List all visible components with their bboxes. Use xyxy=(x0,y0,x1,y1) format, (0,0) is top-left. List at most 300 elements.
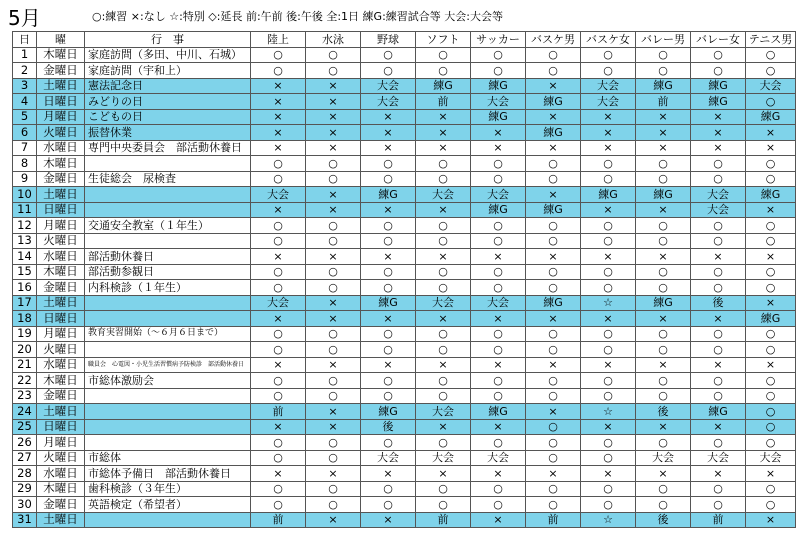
day-cell: 28 xyxy=(13,466,37,482)
status-cell: ○ xyxy=(691,156,746,172)
status-cell: × xyxy=(251,419,306,435)
table-row xyxy=(13,311,796,327)
status-cell: ○ xyxy=(471,156,526,172)
status-cell: ○ xyxy=(361,233,416,249)
status-cell: 大会 xyxy=(416,450,471,466)
column-header: 陸上 xyxy=(251,32,306,48)
status-cell: ○ xyxy=(526,342,581,358)
status-cell: ○ xyxy=(251,218,306,234)
status-cell: ○ xyxy=(471,280,526,296)
table-row xyxy=(13,388,796,404)
status-cell: ○ xyxy=(691,481,746,497)
status-cell: ○ xyxy=(361,388,416,404)
status-cell: 練G xyxy=(471,78,526,94)
status-cell: × xyxy=(746,202,796,218)
status-cell: ○ xyxy=(526,156,581,172)
status-cell: 大会 xyxy=(581,78,636,94)
status-cell: × xyxy=(251,357,306,373)
status-cell: × xyxy=(251,466,306,482)
status-cell: ○ xyxy=(471,264,526,280)
status-cell: ○ xyxy=(691,435,746,451)
status-cell: ○ xyxy=(746,156,796,172)
weekday-cell: 金曜日 xyxy=(37,280,85,296)
status-cell: ○ xyxy=(746,435,796,451)
status-cell: ○ xyxy=(526,373,581,389)
status-cell: ○ xyxy=(526,233,581,249)
weekday-cell: 月曜日 xyxy=(37,109,85,125)
status-cell: ○ xyxy=(746,218,796,234)
status-cell: × xyxy=(306,419,361,435)
weekday-cell: 水曜日 xyxy=(37,140,85,156)
status-cell: × xyxy=(691,419,746,435)
status-cell: × xyxy=(471,466,526,482)
status-cell: ○ xyxy=(691,280,746,296)
event-cell xyxy=(85,311,251,327)
status-cell: 大会 xyxy=(746,78,796,94)
status-cell: ○ xyxy=(306,435,361,451)
status-cell: × xyxy=(526,187,581,203)
status-cell: ○ xyxy=(361,171,416,187)
status-cell: ○ xyxy=(636,233,691,249)
weekday-cell: 火曜日 xyxy=(37,450,85,466)
status-cell: 練G xyxy=(361,404,416,420)
event-cell: 専門中央委員会 部活動休養日 xyxy=(85,140,251,156)
status-cell: ○ xyxy=(581,342,636,358)
status-cell: ○ xyxy=(636,388,691,404)
status-cell: ○ xyxy=(581,450,636,466)
event-cell xyxy=(85,388,251,404)
status-cell: ○ xyxy=(306,497,361,513)
status-cell: × xyxy=(361,512,416,528)
weekday-cell: 木曜日 xyxy=(37,47,85,63)
status-cell: × xyxy=(416,202,471,218)
status-cell: ☆ xyxy=(581,404,636,420)
day-cell: 12 xyxy=(13,218,37,234)
status-cell: × xyxy=(306,187,361,203)
status-cell: × xyxy=(361,109,416,125)
status-cell: ○ xyxy=(581,326,636,342)
status-cell: × xyxy=(251,78,306,94)
status-cell: × xyxy=(471,249,526,265)
day-cell: 29 xyxy=(13,481,37,497)
status-cell: ○ xyxy=(636,326,691,342)
status-cell: 練G xyxy=(471,202,526,218)
status-cell: × xyxy=(581,249,636,265)
status-cell: 練G xyxy=(526,295,581,311)
status-cell: ○ xyxy=(526,435,581,451)
status-cell: × xyxy=(471,419,526,435)
table-row xyxy=(13,171,796,187)
status-cell: × xyxy=(361,466,416,482)
table-row xyxy=(13,295,796,311)
status-cell: ○ xyxy=(416,233,471,249)
event-cell: 交通安全教室（１年生） xyxy=(85,218,251,234)
status-cell: ○ xyxy=(306,450,361,466)
event-cell: こどもの日 xyxy=(85,109,251,125)
status-cell: 大会 xyxy=(416,187,471,203)
event-cell xyxy=(85,202,251,218)
event-cell xyxy=(85,295,251,311)
event-cell xyxy=(85,435,251,451)
table-row xyxy=(13,512,796,528)
status-cell: ○ xyxy=(746,419,796,435)
status-cell: × xyxy=(746,125,796,141)
status-cell: ○ xyxy=(361,264,416,280)
status-cell: ○ xyxy=(636,342,691,358)
weekday-cell: 土曜日 xyxy=(37,187,85,203)
status-cell: ○ xyxy=(471,47,526,63)
column-header: バスケ女 xyxy=(581,32,636,48)
status-cell: 大会 xyxy=(691,202,746,218)
status-cell: ○ xyxy=(691,171,746,187)
status-cell: ○ xyxy=(416,171,471,187)
status-cell: 練G xyxy=(636,187,691,203)
column-header: 日 xyxy=(13,32,37,48)
schedule-table xyxy=(12,31,796,528)
table-row xyxy=(13,63,796,79)
status-cell: × xyxy=(746,140,796,156)
status-cell: ○ xyxy=(251,388,306,404)
column-header: 曜 xyxy=(37,32,85,48)
table-row xyxy=(13,264,796,280)
day-cell: 2 xyxy=(13,63,37,79)
day-cell: 14 xyxy=(13,249,37,265)
table-row xyxy=(13,357,796,373)
status-cell: ○ xyxy=(251,171,306,187)
status-cell: ○ xyxy=(361,280,416,296)
status-cell: ○ xyxy=(581,481,636,497)
status-cell: × xyxy=(306,249,361,265)
status-cell: ○ xyxy=(416,481,471,497)
weekday-cell: 日曜日 xyxy=(37,94,85,110)
status-cell: ○ xyxy=(746,388,796,404)
status-cell: ○ xyxy=(581,264,636,280)
event-cell xyxy=(85,187,251,203)
status-cell: ○ xyxy=(416,63,471,79)
event-cell: 職員会 心電図・小児生活習慣病予防検診 部活動休養日 xyxy=(85,357,251,373)
table-row xyxy=(13,187,796,203)
status-cell: ○ xyxy=(526,218,581,234)
status-cell: ○ xyxy=(746,342,796,358)
status-cell: × xyxy=(746,357,796,373)
status-cell: × xyxy=(746,512,796,528)
status-cell: ○ xyxy=(306,233,361,249)
status-cell: × xyxy=(251,249,306,265)
status-cell: ○ xyxy=(416,326,471,342)
day-cell: 17 xyxy=(13,295,37,311)
table-row xyxy=(13,280,796,296)
status-cell: 練G xyxy=(691,78,746,94)
status-cell: ○ xyxy=(416,47,471,63)
weekday-cell: 月曜日 xyxy=(37,435,85,451)
status-cell: ○ xyxy=(416,218,471,234)
status-cell: ○ xyxy=(581,373,636,389)
table-row xyxy=(13,94,796,110)
status-cell: ○ xyxy=(306,342,361,358)
status-cell: 練G xyxy=(526,202,581,218)
column-header: 水泳 xyxy=(306,32,361,48)
status-cell: ○ xyxy=(306,63,361,79)
status-cell: ○ xyxy=(416,388,471,404)
status-cell: ○ xyxy=(746,373,796,389)
status-cell: 練G xyxy=(361,295,416,311)
status-cell: 大会 xyxy=(416,295,471,311)
status-cell: × xyxy=(636,202,691,218)
status-cell: ○ xyxy=(251,497,306,513)
header-row xyxy=(13,32,796,48)
status-cell: × xyxy=(471,512,526,528)
status-cell: 練G xyxy=(581,187,636,203)
status-cell: × xyxy=(581,357,636,373)
weekday-cell: 日曜日 xyxy=(37,419,85,435)
status-cell: ○ xyxy=(361,373,416,389)
event-cell: 振替休業 xyxy=(85,125,251,141)
status-cell: ○ xyxy=(636,47,691,63)
status-cell: × xyxy=(416,109,471,125)
status-cell: × xyxy=(471,125,526,141)
weekday-cell: 水曜日 xyxy=(37,466,85,482)
status-cell: ○ xyxy=(361,63,416,79)
status-cell: ○ xyxy=(471,435,526,451)
status-cell: ○ xyxy=(471,233,526,249)
weekday-cell: 日曜日 xyxy=(37,311,85,327)
table-row xyxy=(13,47,796,63)
status-cell: × xyxy=(416,249,471,265)
status-cell: ○ xyxy=(526,63,581,79)
event-cell: 憲法記念日 xyxy=(85,78,251,94)
status-cell: × xyxy=(361,125,416,141)
status-cell: × xyxy=(306,140,361,156)
status-cell: × xyxy=(251,202,306,218)
status-cell: ○ xyxy=(471,388,526,404)
status-cell: ○ xyxy=(306,326,361,342)
status-cell: × xyxy=(691,109,746,125)
status-cell: × xyxy=(306,357,361,373)
status-cell: × xyxy=(306,78,361,94)
table-row xyxy=(13,125,796,141)
status-cell: ○ xyxy=(691,373,746,389)
day-cell: 3 xyxy=(13,78,37,94)
status-cell: ○ xyxy=(746,497,796,513)
status-cell: 後 xyxy=(636,404,691,420)
table-row xyxy=(13,435,796,451)
status-cell: ○ xyxy=(361,156,416,172)
weekday-cell: 土曜日 xyxy=(37,512,85,528)
status-cell: ○ xyxy=(691,264,746,280)
status-cell: × xyxy=(526,140,581,156)
status-cell: ○ xyxy=(581,435,636,451)
status-cell: ○ xyxy=(416,342,471,358)
status-cell: × xyxy=(306,466,361,482)
status-cell: ○ xyxy=(306,264,361,280)
status-cell: ○ xyxy=(746,264,796,280)
status-cell: ○ xyxy=(746,94,796,110)
status-cell: ○ xyxy=(361,47,416,63)
status-cell: ○ xyxy=(746,481,796,497)
status-cell: 大会 xyxy=(251,295,306,311)
table-row xyxy=(13,404,796,420)
status-cell: ○ xyxy=(691,47,746,63)
event-cell xyxy=(85,404,251,420)
weekday-cell: 土曜日 xyxy=(37,295,85,311)
status-cell: ○ xyxy=(526,326,581,342)
status-cell: ○ xyxy=(636,63,691,79)
event-cell: 市総体激励会 xyxy=(85,373,251,389)
table-row xyxy=(13,481,796,497)
weekday-cell: 土曜日 xyxy=(37,78,85,94)
status-cell: 前 xyxy=(251,404,306,420)
column-header: サッカー xyxy=(471,32,526,48)
weekday-cell: 木曜日 xyxy=(37,373,85,389)
event-cell: 教育実習開始（～６月６日まで） xyxy=(85,326,251,342)
status-cell: × xyxy=(581,125,636,141)
status-cell: × xyxy=(691,125,746,141)
event-cell: 内科検診（１年生） xyxy=(85,280,251,296)
event-cell xyxy=(85,419,251,435)
status-cell: × xyxy=(691,311,746,327)
status-cell: × xyxy=(471,311,526,327)
table-row xyxy=(13,419,796,435)
status-cell: 大会 xyxy=(471,94,526,110)
status-cell: ○ xyxy=(251,435,306,451)
status-cell: × xyxy=(471,140,526,156)
day-cell: 15 xyxy=(13,264,37,280)
status-cell: × xyxy=(636,125,691,141)
status-cell: ○ xyxy=(526,450,581,466)
status-cell: ○ xyxy=(251,326,306,342)
status-cell: × xyxy=(636,466,691,482)
status-cell: ○ xyxy=(746,280,796,296)
status-cell: 練G xyxy=(526,94,581,110)
status-cell: ○ xyxy=(636,156,691,172)
status-cell: × xyxy=(636,419,691,435)
status-cell: ○ xyxy=(251,280,306,296)
status-cell: × xyxy=(361,202,416,218)
column-header: 行 事 xyxy=(85,32,251,48)
status-cell: 練G xyxy=(746,109,796,125)
status-cell: 前 xyxy=(416,94,471,110)
event-cell: みどりの日 xyxy=(85,94,251,110)
status-cell: 前 xyxy=(251,512,306,528)
status-cell: ○ xyxy=(746,404,796,420)
status-cell: × xyxy=(416,140,471,156)
status-cell: ○ xyxy=(361,435,416,451)
status-cell: × xyxy=(691,140,746,156)
day-cell: 23 xyxy=(13,388,37,404)
status-cell: ○ xyxy=(471,218,526,234)
status-cell: × xyxy=(636,249,691,265)
column-header: バレー男 xyxy=(636,32,691,48)
column-header: バスケ男 xyxy=(526,32,581,48)
status-cell: ○ xyxy=(636,497,691,513)
status-cell: × xyxy=(636,357,691,373)
status-cell: ○ xyxy=(416,156,471,172)
status-cell: ○ xyxy=(251,342,306,358)
status-cell: 後 xyxy=(691,295,746,311)
weekday-cell: 水曜日 xyxy=(37,249,85,265)
status-cell: ○ xyxy=(306,481,361,497)
status-cell: 大会 xyxy=(416,404,471,420)
status-cell: × xyxy=(306,295,361,311)
weekday-cell: 日曜日 xyxy=(37,202,85,218)
event-cell xyxy=(85,342,251,358)
day-cell: 1 xyxy=(13,47,37,63)
status-cell: ○ xyxy=(306,280,361,296)
status-cell: × xyxy=(526,466,581,482)
status-cell: 練G xyxy=(471,109,526,125)
status-cell: × xyxy=(581,466,636,482)
status-cell: ○ xyxy=(361,342,416,358)
day-cell: 21 xyxy=(13,357,37,373)
status-cell: 前 xyxy=(526,512,581,528)
status-cell: × xyxy=(581,311,636,327)
event-cell: 家庭訪問（宇和上） xyxy=(85,63,251,79)
status-cell: 大会 xyxy=(471,295,526,311)
status-cell: 大会 xyxy=(581,94,636,110)
status-cell: ○ xyxy=(471,342,526,358)
status-cell: × xyxy=(526,404,581,420)
status-cell: ○ xyxy=(526,280,581,296)
event-cell: 生徒総会 尿検査 xyxy=(85,171,251,187)
status-cell: × xyxy=(746,466,796,482)
status-cell: ○ xyxy=(251,481,306,497)
day-cell: 22 xyxy=(13,373,37,389)
status-cell: × xyxy=(526,78,581,94)
status-cell: × xyxy=(416,311,471,327)
table-row xyxy=(13,156,796,172)
weekday-cell: 火曜日 xyxy=(37,233,85,249)
status-cell: ○ xyxy=(471,171,526,187)
day-cell: 5 xyxy=(13,109,37,125)
day-cell: 18 xyxy=(13,311,37,327)
day-cell: 11 xyxy=(13,202,37,218)
status-cell: 前 xyxy=(636,94,691,110)
status-cell: × xyxy=(306,311,361,327)
status-cell: × xyxy=(581,419,636,435)
status-cell: ○ xyxy=(361,497,416,513)
status-cell: × xyxy=(361,311,416,327)
day-cell: 4 xyxy=(13,94,37,110)
status-cell: × xyxy=(746,295,796,311)
status-cell: ○ xyxy=(636,280,691,296)
status-cell: 前 xyxy=(416,512,471,528)
status-cell: ○ xyxy=(416,435,471,451)
day-cell: 19 xyxy=(13,326,37,342)
weekday-cell: 木曜日 xyxy=(37,264,85,280)
status-cell: × xyxy=(526,109,581,125)
status-cell: ○ xyxy=(306,388,361,404)
status-cell: × xyxy=(636,311,691,327)
status-cell: 前 xyxy=(691,512,746,528)
status-cell: 大会 xyxy=(471,187,526,203)
status-cell: ○ xyxy=(251,450,306,466)
day-cell: 20 xyxy=(13,342,37,358)
status-cell: 大会 xyxy=(471,450,526,466)
status-cell: ○ xyxy=(636,218,691,234)
status-cell: ○ xyxy=(526,264,581,280)
column-header: 野球 xyxy=(361,32,416,48)
status-cell: ○ xyxy=(361,326,416,342)
status-cell: 練G xyxy=(526,125,581,141)
day-cell: 24 xyxy=(13,404,37,420)
page-title: 5月 xyxy=(8,6,41,30)
status-cell: × xyxy=(526,249,581,265)
status-cell: ○ xyxy=(416,497,471,513)
day-cell: 10 xyxy=(13,187,37,203)
schedule-body xyxy=(13,47,796,528)
status-cell: × xyxy=(416,125,471,141)
table-row xyxy=(13,450,796,466)
